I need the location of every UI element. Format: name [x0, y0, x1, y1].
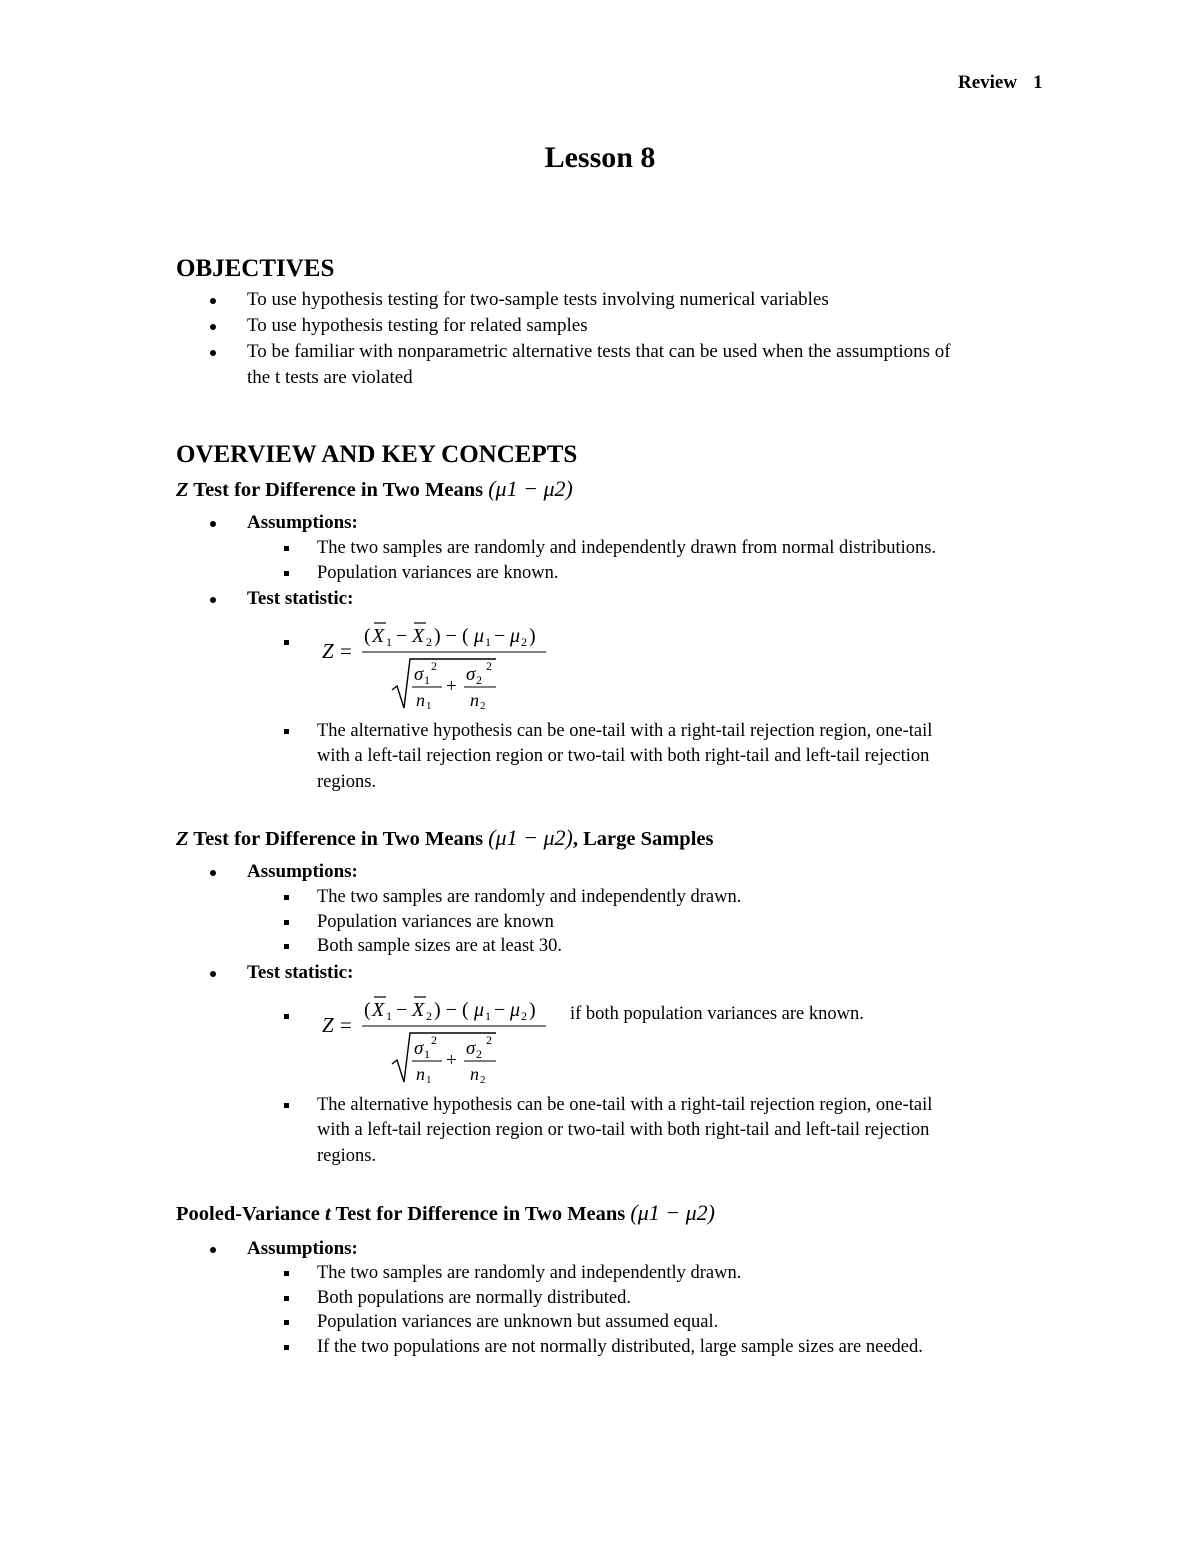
svg-text:): ): [529, 625, 536, 647]
overview-heading: OVERVIEW AND KEY CONCEPTS: [176, 441, 578, 468]
square-bullet-icon: [284, 920, 289, 925]
svg-text:(: (: [364, 999, 371, 1021]
svg-text:2: 2: [480, 1074, 486, 1086]
svg-text:1: 1: [426, 700, 432, 712]
page-title: Lesson 8: [544, 141, 656, 174]
svg-text:−: −: [396, 999, 408, 1021]
square-bullet-icon: [284, 640, 289, 645]
objective-item: To use hypothesis testing for two-sample tests involving numerical variables: [205, 287, 1067, 313]
svg-text:2: 2: [431, 1033, 437, 1047]
svg-text:1: 1: [386, 635, 392, 649]
alternative-hypothesis-continuation: with a left-tail rejection region or two-tail with both right-tail and left-tail rejection: [317, 746, 930, 766]
svg-text:μ: μ: [474, 999, 485, 1021]
svg-text:2: 2: [486, 659, 492, 673]
objective-item: To use hypothesis testing for related samples: [205, 313, 1067, 339]
z-formula: [284, 625, 984, 730]
page-number: 1: [1033, 72, 1043, 93]
svg-text:σ: σ: [466, 664, 476, 685]
svg-text:) − (: ) − (: [434, 999, 469, 1021]
svg-text:): ): [529, 999, 536, 1021]
svg-text:Z: Z: [322, 639, 334, 663]
z-formula-graphic: [314, 986, 574, 1086]
square-bullet-icon: [284, 571, 289, 576]
svg-text:1: 1: [485, 635, 491, 649]
assumptions-label: Assumptions:: [205, 510, 1067, 536]
svg-text:1: 1: [424, 673, 430, 687]
square-bullet-icon: [284, 1103, 289, 1108]
svg-text:1: 1: [386, 1009, 392, 1023]
svg-text:n: n: [416, 690, 425, 710]
svg-text:(: (: [364, 625, 371, 647]
svg-text:μ: μ: [510, 625, 521, 647]
section-heading-z-test-large-samples: Z Test for Difference in Two Means (μ1 − μ2), Large Samples: [176, 825, 714, 850]
assumptions-label: Assumptions:: [205, 1236, 1067, 1262]
bullet-icon: [210, 298, 216, 304]
svg-text:1: 1: [485, 1009, 491, 1023]
square-bullet-icon: [284, 546, 289, 551]
svg-text:2: 2: [521, 635, 527, 649]
z-formula-graphic: [314, 612, 574, 712]
svg-text:2: 2: [426, 635, 432, 649]
alternative-hypothesis-continuation: regions.: [317, 1146, 377, 1166]
svg-text:1: 1: [426, 1074, 432, 1086]
alternative-hypothesis: The alternative hypothesis can be one-tail with a right-tail rejection region, one-tail: [282, 1093, 1047, 1119]
bullet-icon: [210, 350, 216, 356]
svg-text:X: X: [412, 625, 425, 647]
svg-text:2: 2: [521, 1009, 527, 1023]
svg-text:−: −: [494, 999, 506, 1021]
bullet-icon: [210, 521, 216, 527]
assumption-item: The two samples are randomly and independently drawn.: [282, 885, 1047, 911]
assumption-item: Population variances are unknown but assumed equal.: [282, 1310, 1047, 1336]
header-label: Review: [958, 72, 1018, 93]
assumption-item: Population variances are known: [282, 910, 1047, 936]
svg-text:n: n: [470, 690, 479, 710]
objective-item: To be familiar with nonparametric alternative tests that can be used when the assumptions of: [205, 339, 1067, 365]
svg-text:X: X: [372, 999, 385, 1021]
svg-text:−: −: [396, 625, 408, 647]
svg-text:1: 1: [424, 1047, 430, 1061]
square-bullet-icon: [284, 944, 289, 949]
square-bullet-icon: [284, 1271, 289, 1276]
section-heading-pooled-variance: Pooled-Variance t Test for Difference in Two Means (μ1 − μ2): [176, 1200, 715, 1225]
svg-text:σ: σ: [414, 1038, 424, 1059]
square-bullet-icon: [284, 1296, 289, 1301]
svg-text:2: 2: [476, 1047, 482, 1061]
bullet-icon: [210, 1247, 216, 1253]
svg-text:σ: σ: [466, 1038, 476, 1059]
alternative-hypothesis-continuation: regions.: [317, 772, 377, 792]
svg-text:2: 2: [476, 673, 482, 687]
test-statistic-label: Test statistic:: [205, 960, 1067, 986]
svg-text:n: n: [470, 1064, 479, 1084]
svg-text:2: 2: [480, 700, 486, 712]
bullet-icon: [210, 324, 216, 330]
assumption-item: Population variances are known.: [282, 561, 1047, 587]
svg-text:Z: Z: [322, 1013, 334, 1037]
assumption-item: Both sample sizes are at least 30.: [282, 934, 1047, 960]
assumption-item: The two samples are randomly and independently drawn.: [282, 1261, 1047, 1287]
assumption-item: The two samples are randomly and independently drawn from normal distributions.: [282, 536, 1047, 562]
objectives-heading: OBJECTIVES: [176, 255, 335, 282]
svg-text:2: 2: [431, 659, 437, 673]
svg-text:μ: μ: [510, 999, 521, 1021]
mu-difference-math: (μ1 − μ2): [630, 1200, 715, 1225]
svg-text:2: 2: [426, 1009, 432, 1023]
bullet-icon: [210, 597, 216, 603]
section-heading-z-test: Z Test for Difference in Two Means (μ1 − μ2): [176, 476, 573, 501]
z-formula-large-samples: [284, 999, 984, 1104]
square-bullet-icon: [284, 1320, 289, 1325]
svg-text:−: −: [494, 625, 506, 647]
objective-item-continuation: the t tests are violated: [247, 367, 413, 388]
alternative-hypothesis-continuation: with a left-tail rejection region or two-tail with both right-tail and left-tail rejection: [317, 1120, 930, 1140]
assumption-item: If the two populations are not normally distributed, large sample sizes are needed.: [282, 1335, 1047, 1361]
square-bullet-icon: [284, 729, 289, 734]
test-statistic-label: Test statistic:: [205, 586, 1067, 612]
square-bullet-icon: [284, 895, 289, 900]
bullet-icon: [210, 870, 216, 876]
svg-text:X: X: [412, 999, 425, 1021]
mu-difference-math: (μ1 − μ2): [488, 825, 573, 850]
svg-text:X: X: [372, 625, 385, 647]
svg-text:2: 2: [486, 1033, 492, 1047]
formula-condition: if both population variances are known.: [570, 1004, 864, 1024]
assumptions-label: Assumptions:: [205, 859, 1067, 885]
bullet-icon: [210, 971, 216, 977]
svg-text:=: =: [340, 1013, 352, 1037]
svg-text:) − (: ) − (: [434, 625, 469, 647]
svg-text:+: +: [446, 1050, 457, 1071]
square-bullet-icon: [284, 1345, 289, 1350]
svg-text:=: =: [340, 639, 352, 663]
assumption-item: Both populations are normally distributed.: [282, 1286, 1047, 1312]
square-bullet-icon: [284, 1014, 289, 1019]
svg-text:n: n: [416, 1064, 425, 1084]
page-header: [958, 72, 1043, 94]
mu-difference-math: (μ1 − μ2): [488, 476, 573, 501]
svg-text:μ: μ: [474, 625, 485, 647]
svg-text:σ: σ: [414, 664, 424, 685]
alternative-hypothesis: The alternative hypothesis can be one-tail with a right-tail rejection region, one-tail: [282, 719, 1047, 745]
svg-text:+: +: [446, 676, 457, 697]
